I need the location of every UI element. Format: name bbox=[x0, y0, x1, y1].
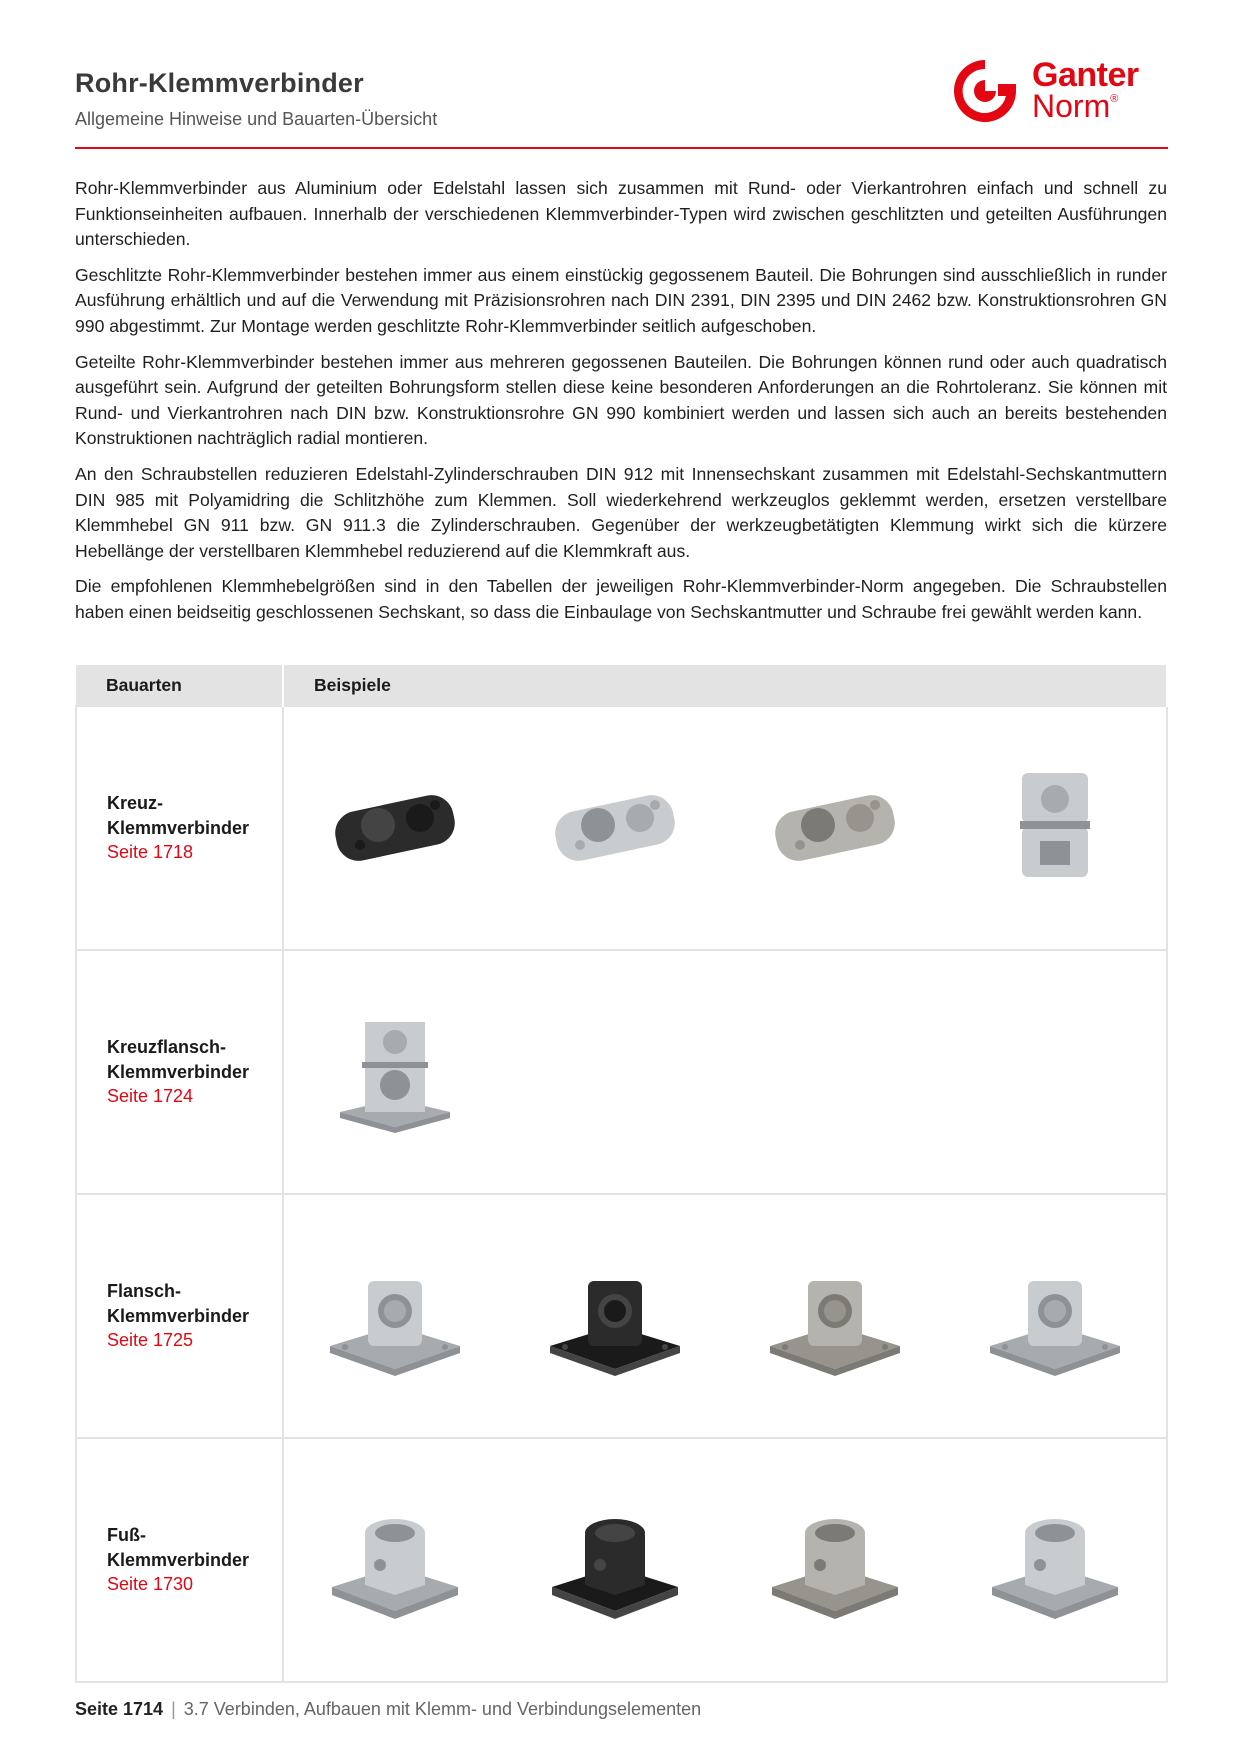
table-row bbox=[76, 1438, 1167, 1682]
black-flange-clamp-image bbox=[505, 1236, 725, 1396]
steel-cross-clamp-lever-image bbox=[725, 748, 945, 908]
examples-cell bbox=[283, 1194, 1167, 1438]
examples-row bbox=[285, 1440, 1165, 1680]
logo-text-norm: Norm bbox=[1032, 88, 1111, 124]
type-cell bbox=[76, 950, 283, 1194]
footer-page-number: Seite 1714 bbox=[75, 1699, 164, 1719]
cross-flange-clamp-image bbox=[285, 992, 505, 1152]
silver-slotted-cross-clamp-image bbox=[505, 748, 725, 908]
examples-row bbox=[285, 1196, 1165, 1436]
examples-row bbox=[285, 708, 1165, 948]
silver-base-clamp-image bbox=[285, 1480, 505, 1640]
logo-text-ganter: Ganter bbox=[1032, 56, 1139, 94]
header-rule bbox=[75, 147, 1168, 149]
steel-flange-clamp-lever-image bbox=[725, 1236, 945, 1396]
types-table bbox=[75, 665, 1168, 1683]
type-page-link[interactable]: Seite 1725 bbox=[107, 1330, 194, 1351]
page-subtitle: Allgemeine Hinweise und Bauarten-Übersicht bbox=[75, 109, 438, 129]
intro-paragraph: Geschlitzte Rohr-Klemmverbinder bestehen immer aus einem einstückig gegossenem Bauteil. Die Bohrungen sind ausschließlich in runder Ausführung erhältlich und auf die Verwendung mit Präzisionsrohren nach DIN 2391, DIN 2395 und DIN 2462 bzw. Konstruktionsrohren GN 990 abgestimmt. Zur Montage werden geschlitzte Rohr-Klemmverbinder seitlich aufgeschoben. bbox=[75, 264, 1167, 336]
split-base-clamp-image bbox=[945, 1480, 1165, 1640]
intro-paragraph: Die empfohlenen Klemmhebelgrößen sind in den Tabellen der jeweiligen Rohr-Klemmverbinder-Norm angegeben. Die Schraubstellen haben einen beidseitig geschlossenen Sechskant, so dass die Einbaulage von Sechskantmutter und Schraube frei gewählt werden kann. bbox=[75, 576, 1167, 622]
type-cell bbox=[76, 1194, 283, 1438]
black-base-clamp-image bbox=[505, 1480, 725, 1640]
footer-separator: | bbox=[171, 1699, 176, 1719]
type-name: Flansch- Klemmverbinder bbox=[107, 1281, 250, 1326]
footer-section-title: 3.7 Verbinden, Aufbauen mit Klemm- und Verbindungselementen bbox=[183, 1699, 702, 1719]
examples-cell bbox=[283, 706, 1167, 950]
table-row bbox=[76, 706, 1167, 950]
page-title: Rohr-Klemmverbinder bbox=[75, 68, 364, 98]
table-row bbox=[76, 950, 1167, 1194]
page-footer bbox=[75, 1699, 701, 1720]
split-flange-clamp-square-image bbox=[945, 1236, 1165, 1396]
type-name: Kreuz- Klemmverbinder bbox=[107, 793, 250, 838]
table-row bbox=[76, 1194, 1167, 1438]
type-name: Kreuzflansch- Klemmverbinder bbox=[107, 1037, 250, 1082]
examples-cell bbox=[283, 950, 1167, 1194]
intro-paragraph: An den Schraubstellen reduzieren Edelstahl-Zylinderschrauben DIN 912 mit Innensechskant zusammen mit Edelstahl-Sechskantmuttern DIN 985 mit Polyamidring die Schlitzhöhe zum Klemmen. Soll wiederkehrend werkzeuglos geklemmt werden, ersetzen verstellbare Klemmhebel GN 911 bzw. GN 911.3 die Zylinderschrauben. Gegenüber der werkzeugbetätigten Klemmung wirkt sich die kürzere Hebellänge der verstellbaren Klemmhebel reduzierend auf die Klemmkraft aus. bbox=[75, 463, 1167, 561]
steel-base-clamp-lever-image bbox=[725, 1480, 945, 1640]
split-cross-clamp-tall-image bbox=[945, 748, 1165, 908]
type-page-link[interactable]: Seite 1718 bbox=[107, 842, 194, 863]
intro-paragraph: Rohr-Klemmverbinder aus Aluminium oder Edelstahl lassen sich zusammen mit Rund- oder Vierkantrohren einfach und schnell zu Funktionseinheiten aufbauen. Innerhalb der verschiedenen Klemmverbinder-Typen wird zwischen geschlitzten und geteilten Ausführungen unterschieden. bbox=[75, 178, 1167, 250]
examples-cell bbox=[283, 1438, 1167, 1682]
type-cell bbox=[76, 706, 283, 950]
registered-mark: ® bbox=[1110, 93, 1119, 105]
column-header-bauarten: Bauarten bbox=[76, 665, 283, 706]
type-page-link[interactable]: Seite 1724 bbox=[107, 1086, 194, 1107]
intro-paragraph: Geteilte Rohr-Klemmverbinder bestehen immer aus mehreren gegossenen Bauteilen. Die Bohrungen können rund oder auch quadratisch ausgeführt sein. Aufgrund der geteilten Bohrungsform stellen diese keine besonderen Anforderungen an die Rohrtoleranz. Sie können mit Rund- und Vierkantrohren nach DIN bzw. Konstruktionsrohre GN 990 kombiniert werden und lassen sich auch an bereits bestehenden Konstruktionen nachträglich radial montieren. bbox=[75, 351, 1167, 449]
type-name: Fuß- Klemmverbinder bbox=[107, 1525, 250, 1570]
type-page-link[interactable]: Seite 1730 bbox=[107, 1574, 194, 1595]
silver-flange-clamp-image bbox=[285, 1236, 505, 1396]
table-header-row bbox=[76, 665, 1167, 706]
ganter-norm-logo bbox=[946, 56, 1170, 126]
ganter-logo-icon bbox=[946, 56, 1024, 126]
examples-row bbox=[285, 952, 1165, 1192]
black-cross-clamp-image bbox=[285, 748, 505, 908]
type-cell bbox=[76, 1438, 283, 1682]
column-header-beispiele: Beispiele bbox=[283, 665, 1167, 706]
intro-text bbox=[75, 176, 1167, 636]
